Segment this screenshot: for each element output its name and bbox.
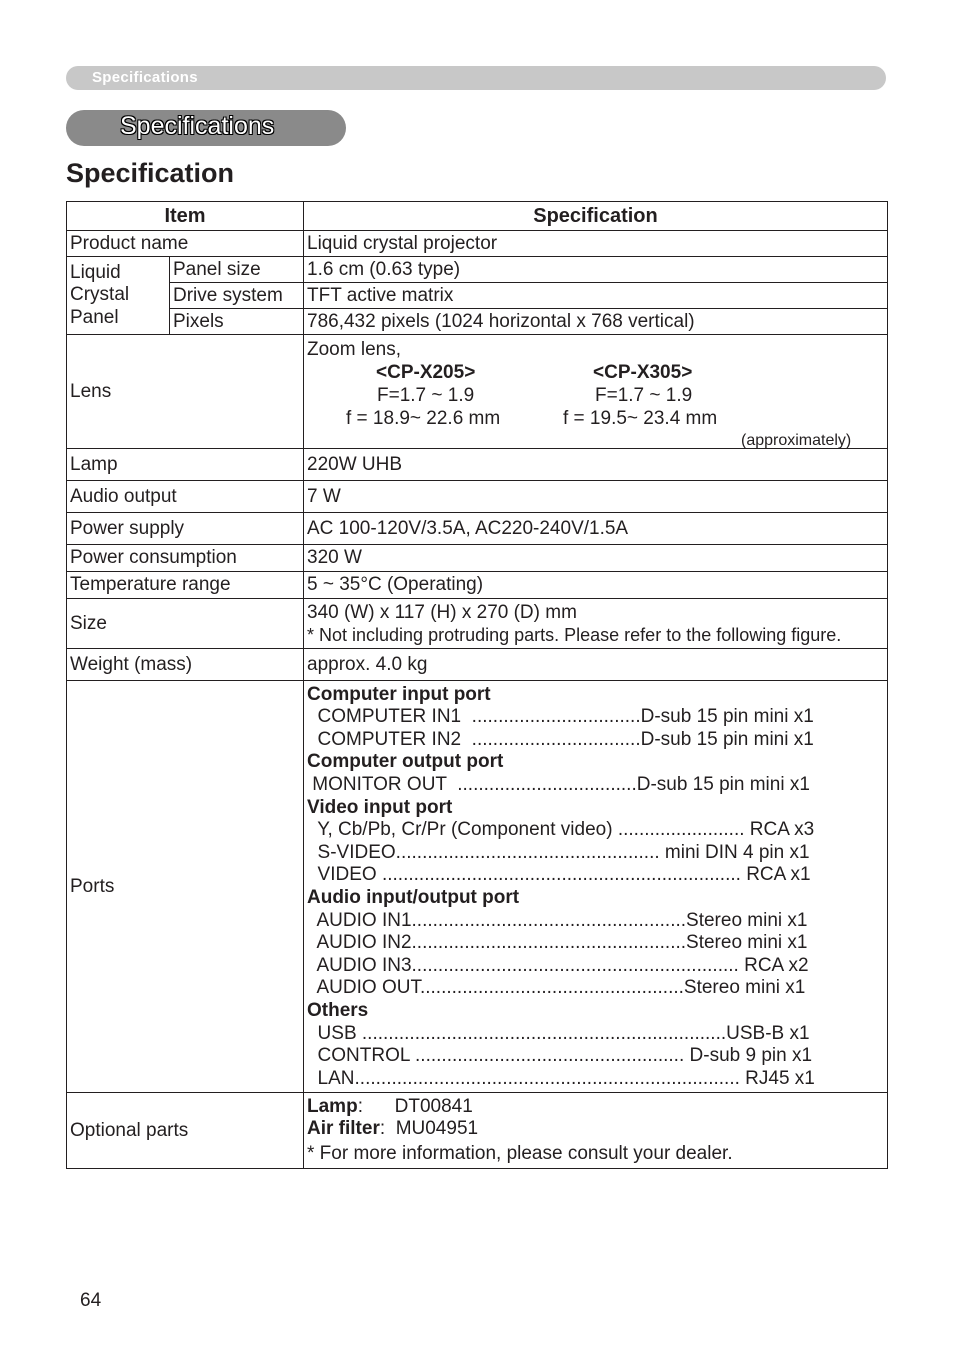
- size-note: * Not including protruding parts. Please refer to the following figure.: [307, 624, 842, 645]
- row-label: Panel size: [170, 257, 304, 283]
- table-row: [67, 1093, 888, 1169]
- port-line: MONITOR OUT ..................................D-sub 15 pin mini x1: [307, 774, 810, 796]
- lens-f-a: F=1.7 ~ 1.9: [377, 384, 475, 406]
- table-row: [67, 681, 888, 1093]
- optional-lamp-label: Lamp: [307, 1096, 358, 1117]
- chapter-title-pill: [66, 110, 346, 146]
- section-header-bar: [66, 66, 886, 90]
- row-value: 220W UHB: [304, 449, 888, 481]
- port-line: S-VIDEO.................................................. mini DIN 4 pin x1: [307, 841, 810, 863]
- lcd-group-label: [67, 257, 170, 335]
- row-label: Optional parts: [67, 1093, 304, 1169]
- row-label: Weight (mass): [67, 649, 304, 681]
- specification-table: [66, 201, 888, 1169]
- port-line: COMPUTER IN1 ................................D-sub 15 pin mini x1: [307, 706, 814, 728]
- row-value: Liquid crystal projector: [304, 231, 888, 257]
- row-value: 1.6 cm (0.63 type): [304, 257, 888, 283]
- row-label: Temperature range: [67, 572, 304, 599]
- lens-grid: [304, 338, 887, 449]
- lcd-group-line: Liquid: [70, 261, 121, 283]
- lens-model-b: <CP-X305>: [593, 361, 693, 383]
- lens-note: (approximately): [741, 431, 852, 449]
- page-number: 64: [80, 1290, 102, 1311]
- lens-model-a: <CP-X205>: [376, 361, 476, 383]
- row-value: 786,432 pixels (1024 horizontal x 768 vertical): [304, 309, 888, 335]
- row-label: Lens: [67, 335, 304, 449]
- port-group-title: Video input port: [307, 796, 453, 818]
- table-row: [67, 335, 888, 449]
- table-row: [67, 481, 888, 513]
- lens-focal-b: f = 19.5~ 23.4 mm: [563, 407, 718, 429]
- page-heading: Specification: [66, 158, 235, 188]
- table-row: [67, 572, 888, 599]
- lens-intro: Zoom lens,: [307, 338, 401, 360]
- row-label: Ports: [67, 681, 304, 1093]
- chapter-title: Specifications: [120, 112, 275, 140]
- row-label: Pixels: [170, 309, 304, 335]
- row-value: 340 (W) x 117 (H) x 270 (D) mm: [307, 601, 577, 623]
- port-group-title: Computer input port: [307, 683, 491, 705]
- optional-filter-label: Air filter: [307, 1118, 380, 1139]
- port-line: AUDIO IN3.............................................................. RCA x2: [307, 954, 809, 976]
- port-group-title: Audio input/output port: [307, 887, 520, 908]
- port-group-title: Others: [307, 999, 369, 1021]
- port-line: Y, Cb/Pb, Cr/Pr (Component video) ........................ RCA x3: [307, 819, 815, 841]
- row-value: AC 100-120V/3.5A, AC220-240V/1.5A: [304, 513, 888, 545]
- table-row: [67, 231, 888, 257]
- optional-filter-value: : MU04951: [379, 1118, 479, 1139]
- table-row: [67, 309, 888, 335]
- table-row: [67, 283, 888, 309]
- port-group-title: Computer output port: [307, 751, 504, 773]
- optional-filter-line: [307, 1118, 884, 1140]
- table-row: [67, 257, 888, 283]
- port-line: USB .....................................................................USB-B x1: [307, 1022, 810, 1044]
- table-row: [67, 649, 888, 681]
- row-label: Lamp: [67, 449, 304, 481]
- optional-note: * For more information, please consult your dealer.: [307, 1143, 733, 1164]
- ports-cell: [304, 681, 888, 1093]
- optional-cell: [304, 1093, 888, 1169]
- port-line: LAN......................................................................... RJ45 x1: [307, 1067, 815, 1089]
- lcd-group-line: Panel: [70, 306, 119, 328]
- row-label: Power consumption: [67, 545, 304, 572]
- port-line: AUDIO IN1....................................................Stereo mini x1: [307, 909, 808, 931]
- optional-lamp-line: [307, 1096, 884, 1118]
- column-header-item: Item: [67, 202, 304, 231]
- optional-lamp-value: : DT00841: [357, 1096, 473, 1117]
- port-line: VIDEO .................................................................... RCA x1: [307, 864, 811, 886]
- row-value: TFT active matrix: [304, 283, 888, 309]
- row-label: Audio output: [67, 481, 304, 513]
- lens-f-b: F=1.7 ~ 1.9: [595, 384, 693, 406]
- row-label: Product name: [67, 231, 304, 257]
- table-row: [67, 449, 888, 481]
- lens-cell: [304, 335, 888, 449]
- port-line: AUDIO IN2....................................................Stereo mini x1: [307, 932, 808, 954]
- port-line: COMPUTER IN2 ................................D-sub 15 pin mini x1: [307, 728, 814, 750]
- column-header-spec: Specification: [304, 202, 888, 231]
- row-value: 320 W: [304, 545, 888, 572]
- table-row: [67, 599, 888, 649]
- port-line: AUDIO OUT..................................................Stereo mini x1: [307, 977, 806, 999]
- section-header-label: Specifications: [92, 69, 198, 86]
- row-value: approx. 4.0 kg: [304, 649, 888, 681]
- port-line: CONTROL ................................................... D-sub 9 pin x1: [307, 1045, 813, 1067]
- size-cell: [304, 599, 888, 649]
- table-row: [67, 513, 888, 545]
- row-value: 7 W: [304, 481, 888, 513]
- row-label: Drive system: [170, 283, 304, 309]
- table-header-row: [67, 202, 888, 231]
- lcd-group-line: Crystal: [70, 284, 130, 306]
- row-value: 5 ~ 35°C (Operating): [304, 572, 888, 599]
- row-label: Size: [67, 599, 304, 649]
- table-row: [67, 545, 888, 572]
- lens-focal-a: f = 18.9~ 22.6 mm: [346, 407, 501, 429]
- row-label: Power supply: [67, 513, 304, 545]
